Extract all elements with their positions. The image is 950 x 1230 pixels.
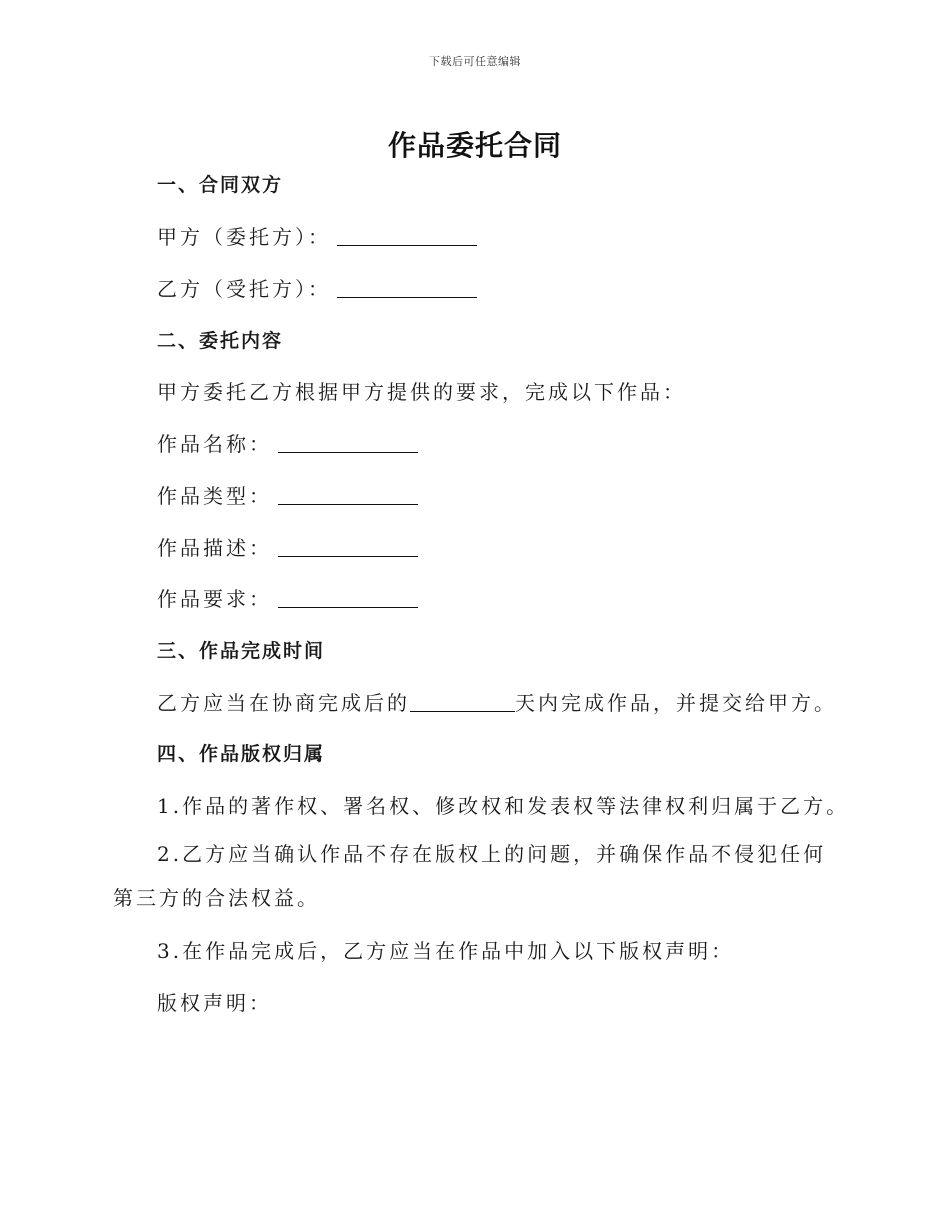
party-a-line [157, 224, 477, 250]
header-note: 下载后可任意编辑 [429, 55, 521, 68]
work-desc-line [157, 535, 418, 561]
work-req-blank[interactable] [278, 587, 418, 608]
work-name-label: 作品名称： [157, 432, 272, 456]
work-desc-label: 作品描述： [157, 536, 272, 560]
section4-heading: 四、作品版权归属 [157, 743, 326, 765]
section3-heading: 三、作品完成时间 [157, 640, 326, 662]
section2-intro: 甲方委托乙方根据甲方提供的要求，完成以下作品： [157, 380, 686, 404]
party-a-blank[interactable] [337, 225, 477, 246]
work-req-label: 作品要求： [157, 587, 272, 611]
completion-text-before: 乙方应当在协商完成后的 [157, 691, 410, 715]
party-a-label: 甲方（委托方）： [157, 225, 331, 249]
copyright-item-2: 2.乙方应当确认作品不存在版权上的问题，并确保作品不侵犯任何第三方的合法权益。 [113, 842, 827, 910]
copyright-statement-label: 版权声明： [157, 991, 272, 1015]
copyright-item-1: 1.作品的著作权、署名权、修改权和发表权等法律权利归属于乙方。 [157, 794, 850, 818]
party-b-blank[interactable] [337, 277, 477, 298]
completion-days-blank[interactable] [410, 691, 515, 712]
work-type-line [157, 483, 418, 509]
work-type-label: 作品类型： [157, 484, 272, 508]
document-title: 作品委托合同 [387, 129, 562, 162]
completion-time-line [157, 690, 837, 716]
party-b-label: 乙方（受托方）： [157, 277, 331, 301]
section2-heading: 二、委托内容 [157, 330, 284, 352]
section1-heading: 一、合同双方 [157, 174, 284, 196]
work-name-blank[interactable] [278, 432, 418, 453]
work-name-line [157, 431, 418, 457]
work-type-blank[interactable] [278, 484, 418, 505]
copyright-item-3: 3.在作品完成后，乙方应当在作品中加入以下版权声明： [157, 939, 735, 963]
completion-text-after: 天内完成作品，并提交给甲方。 [515, 691, 837, 715]
work-desc-blank[interactable] [278, 536, 418, 557]
work-req-line [157, 586, 418, 612]
party-b-line [157, 276, 477, 302]
